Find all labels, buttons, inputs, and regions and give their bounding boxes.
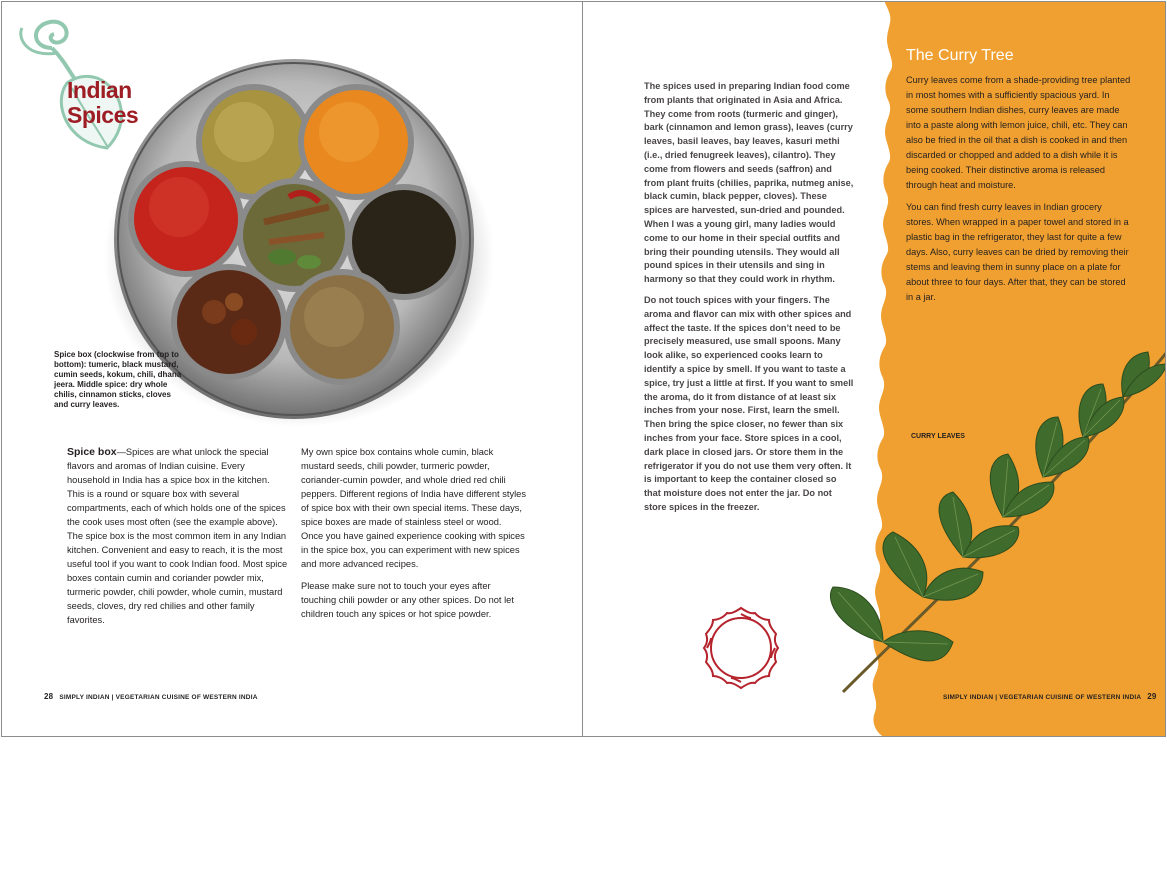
- section-title: [67, 78, 138, 128]
- footer-left: [44, 692, 258, 701]
- title-line-2: Spices: [67, 102, 139, 128]
- paragraph: —Spices are what unlock the special flavors and aromas of Indian cuisine. Every household in India has a spice box in the kitchen. This is a round or square box with several compartments, each of which holds one of the spices the cook uses most often (see the example above). The spice box is the most common item in any Indian kitchen. Convenient and easy to reach, it is the most useful tool if you want to cook Indian food. Most spice boxes contain cumin and coriander powder mix, turmeric powder, chili powder, whole cumin, mustard seeds, cloves, dry red chilies and other family favorites.: [67, 447, 288, 625]
- footer-right: [943, 692, 1157, 701]
- curry-leaves-illustration: [823, 332, 1166, 702]
- running-footer: SIMPLY INDIAN | VEGETARIAN CUISINE OF WESTERN INDIA: [59, 694, 258, 701]
- left-column-1: [67, 445, 289, 635]
- right-page: [582, 1, 1166, 737]
- lotus-ornament-icon: [695, 602, 787, 694]
- paragraph: You can find fresh curry leaves in Indian grocery stores. When wrapped in a paper towel and stored in a plastic bag in the refrigerator, they last for quite a few days. Also, curry leaves can be dried by removing their stems and leaving them in sunny place on a plate for about three to four days. After that, they can be stored in a jar.: [906, 202, 1129, 302]
- page-number: 29: [1147, 692, 1157, 701]
- paragraph: The spices used in preparing Indian food come from plants that originated in Asia and Africa. They come from roots (turmeric and ginger), bark (cinnamon and lemon grass), leaves (curry leaves, basil leaves, bay leaves, kasuri methi (i.e., dried fenugreek leaves), cilantro). They come from flowers and seeds (saffron) and from plant fruits (chilies, paprika, nutmeg anise, black cumin, black pepper, cloves). These spices are harvested, sun-dried and pounded. When I was a young girl, many ladies would come to our home in their special outfits and bring their pounding utensils. They would all pound spices in their utensils and sing in harmony so that they could work in rhythm.: [644, 81, 854, 285]
- leaf-label: CURRY LEAVES: [911, 433, 965, 440]
- sidebar-text: [906, 73, 1131, 312]
- paragraph: Do not touch spices with your fingers. The aroma and flavor can mix with other spices and affect the taste. If the spices don’t need to be precisely measured, use small spoons. Many look alike, so experienced cooks learn to identify a spice by smell. If you want to taste a spice, try just a little at first. If you want to smell the aroma, do it from distance of at least six inches from your nose. First, learn the smell. Then bring the spice closer, no fewer than six inches from your face. Store spices in a cool, dark place in closed jars. Or store them in the refrigerator if you do not use them very often. It is important to keep the container closed so that moisture does not enter the jar. Do not store spices in the freezer.: [644, 294, 854, 512]
- paragraph: My own spice box contains whole cumin, black mustard seeds, chili powder, turmeric powder, coriander-cumin powder, and whole dried red chili peppers. Different regions of India have different styles of spice box with their own special items. These days, spice boxes are made of stainless steel or wood. Once you have gained experience cooking with spices in the spice box, you can experiment with new spices and more advanced recipes.: [301, 447, 526, 569]
- left-column-2: [301, 445, 526, 629]
- title-line-1: Indian: [67, 77, 132, 103]
- running-footer: SIMPLY INDIAN | VEGETARIAN CUISINE OF WESTERN INDIA: [943, 694, 1142, 701]
- sidebar-title: The Curry Tree: [906, 47, 1014, 64]
- page-number: 28: [44, 692, 54, 701]
- photo-caption: Spice box (clockwise from top to bottom): tumeric, black mustard, cumin seeds, kokum, chili, dhana jeera. Middle spice: dry whole chilis, cinnamon sticks, cloves and curry leaves.: [54, 350, 182, 409]
- paragraph: Please make sure not to touch your eyes after touching chili powder or any other spices. Do not let children touch any spices or hot spice powder.: [301, 581, 514, 619]
- paragraph: Curry leaves come from a shade-providing tree planted in most homes with a sufficiently spacious yard. In some southern Indian dishes, curry leaves are made into a paste along with lemon juice, chili, etc. They can also be fried in the oil that a dish is cooked in and then discarded or chopped and added to a dish while it is being cooked. Their distinctive aroma is released through heat and moisture.: [906, 75, 1131, 190]
- left-page: [1, 1, 583, 737]
- lead-term: Spice box: [67, 446, 117, 458]
